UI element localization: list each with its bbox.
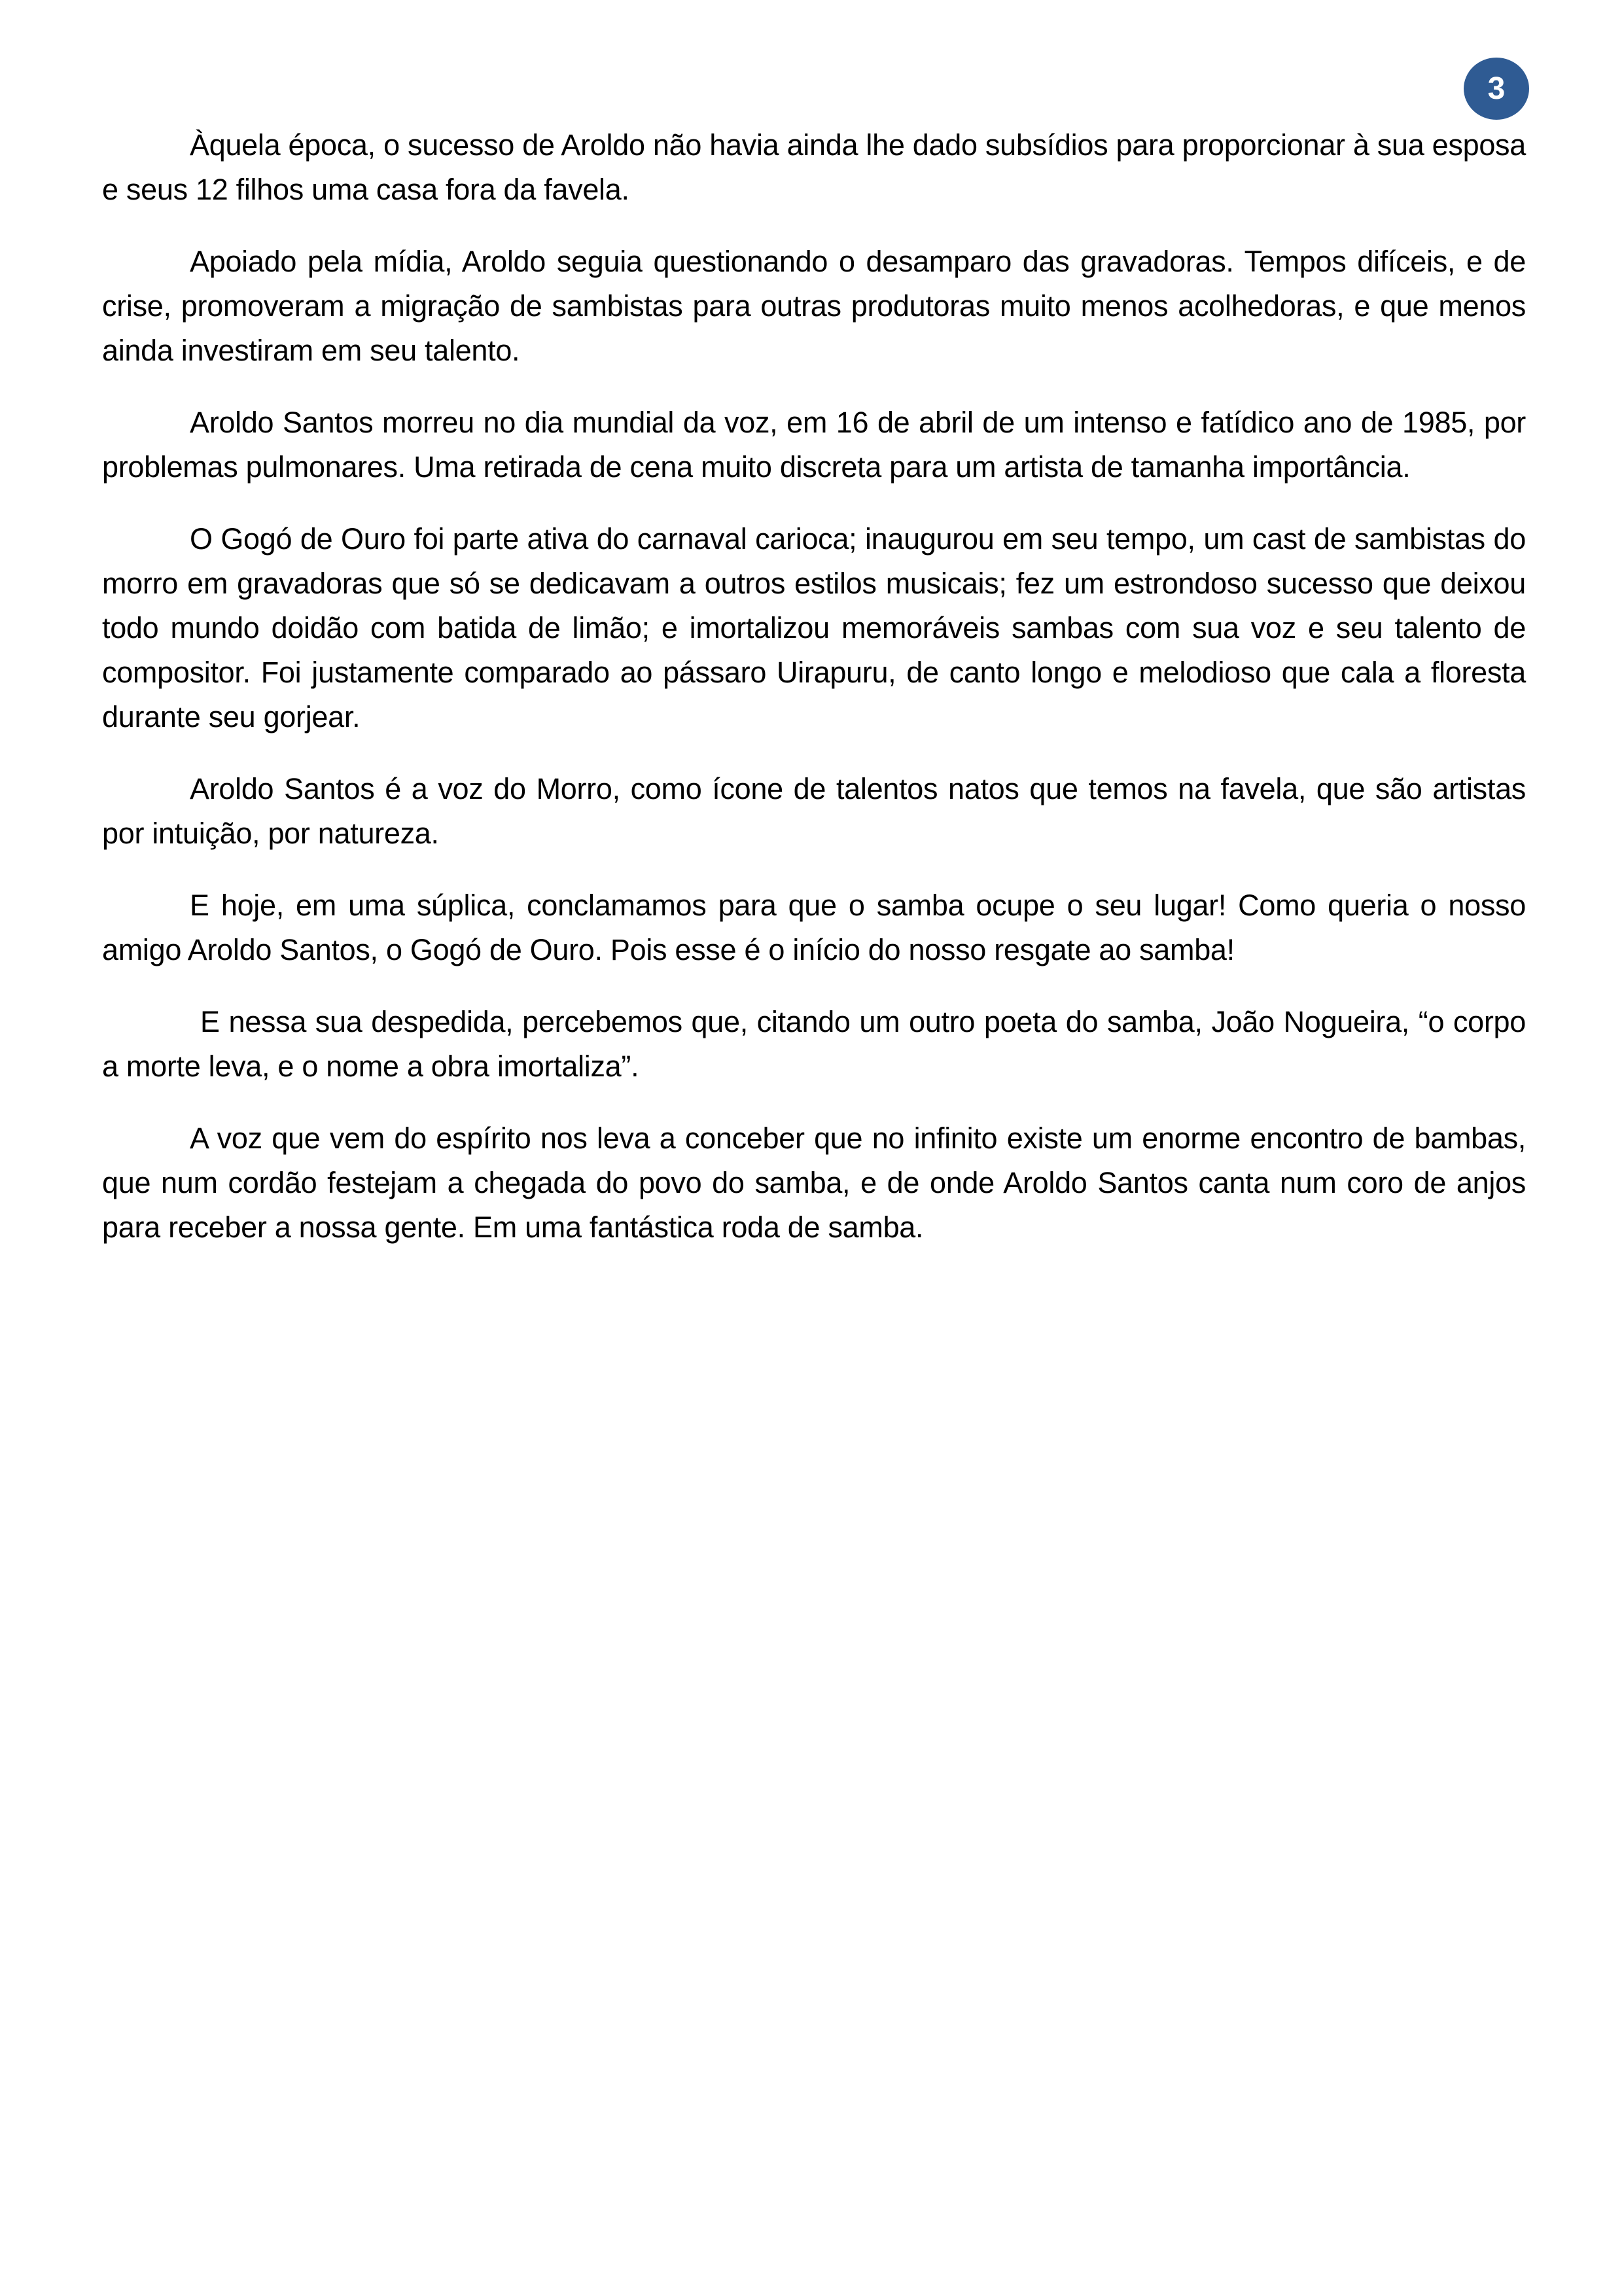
text-body (102, 123, 1526, 1277)
page-number-badge (1464, 58, 1529, 120)
paragraph-7: E nessa sua despedida, percebemos que, citando um outro poeta do samba, João Nogueira, “o corpo a morte leva, e o nome a obra imortaliza”. (102, 1005, 1526, 1083)
paragraph-4: O Gogó de Ouro foi parte ativa do carnaval carioca; inaugurou em seu tempo, um cast de sambistas do morro em gravadoras que só se dedicavam a outros estilos musicais; fez um estrondoso sucesso que deixou todo mundo doidão com batida de limão; e imortalizou memoráveis sambas com sua voz e seu talento de compositor. Foi justamente comparado ao pássaro Uirapuru, de canto longo e melodioso que cala a floresta durante seu gorjear. (102, 522, 1526, 733)
paragraph-2: Apoiado pela mídia, Aroldo seguia questionando o desamparo das gravadoras. Tempos difíceis, e de crise, promoveram a migração de sambistas para outras produtoras muito menos acolhedoras, e que menos ainda investiram em seu talento. (102, 245, 1526, 367)
paragraph-3: Aroldo Santos morreu no dia mundial da voz, em 16 de abril de um intenso e fatídico ano de 1985, por problemas pulmonares. Uma retirada de cena muito discreta para um artista de tamanha importância. (102, 406, 1526, 484)
paragraph-5: Aroldo Santos é a voz do Morro, como ícone de talentos natos que temos na favela, que são artistas por intuição, por natureza. (102, 772, 1526, 850)
paragraph-1: Àquela época, o sucesso de Aroldo não havia ainda lhe dado subsídios para proporcionar à sua esposa e seus 12 filhos uma casa fora da favela. (102, 128, 1526, 206)
paragraph-8: A voz que vem do espírito nos leva a conceber que no infinito existe um enorme encontro de bambas, que num cordão festejam a chegada do povo do samba, e de onde Aroldo Santos canta num coro de anjos para receber a nossa gente. Em uma fantástica roda de samba. (102, 1122, 1526, 1244)
page-number: 3 (1487, 71, 1506, 106)
paragraph-6: E hoje, em uma súplica, conclamamos para que o samba ocupe o seu lugar! Como queria o nosso amigo Aroldo Santos, o Gogó de Ouro. Pois esse é o início do nosso resgate ao samba! (102, 889, 1526, 966)
